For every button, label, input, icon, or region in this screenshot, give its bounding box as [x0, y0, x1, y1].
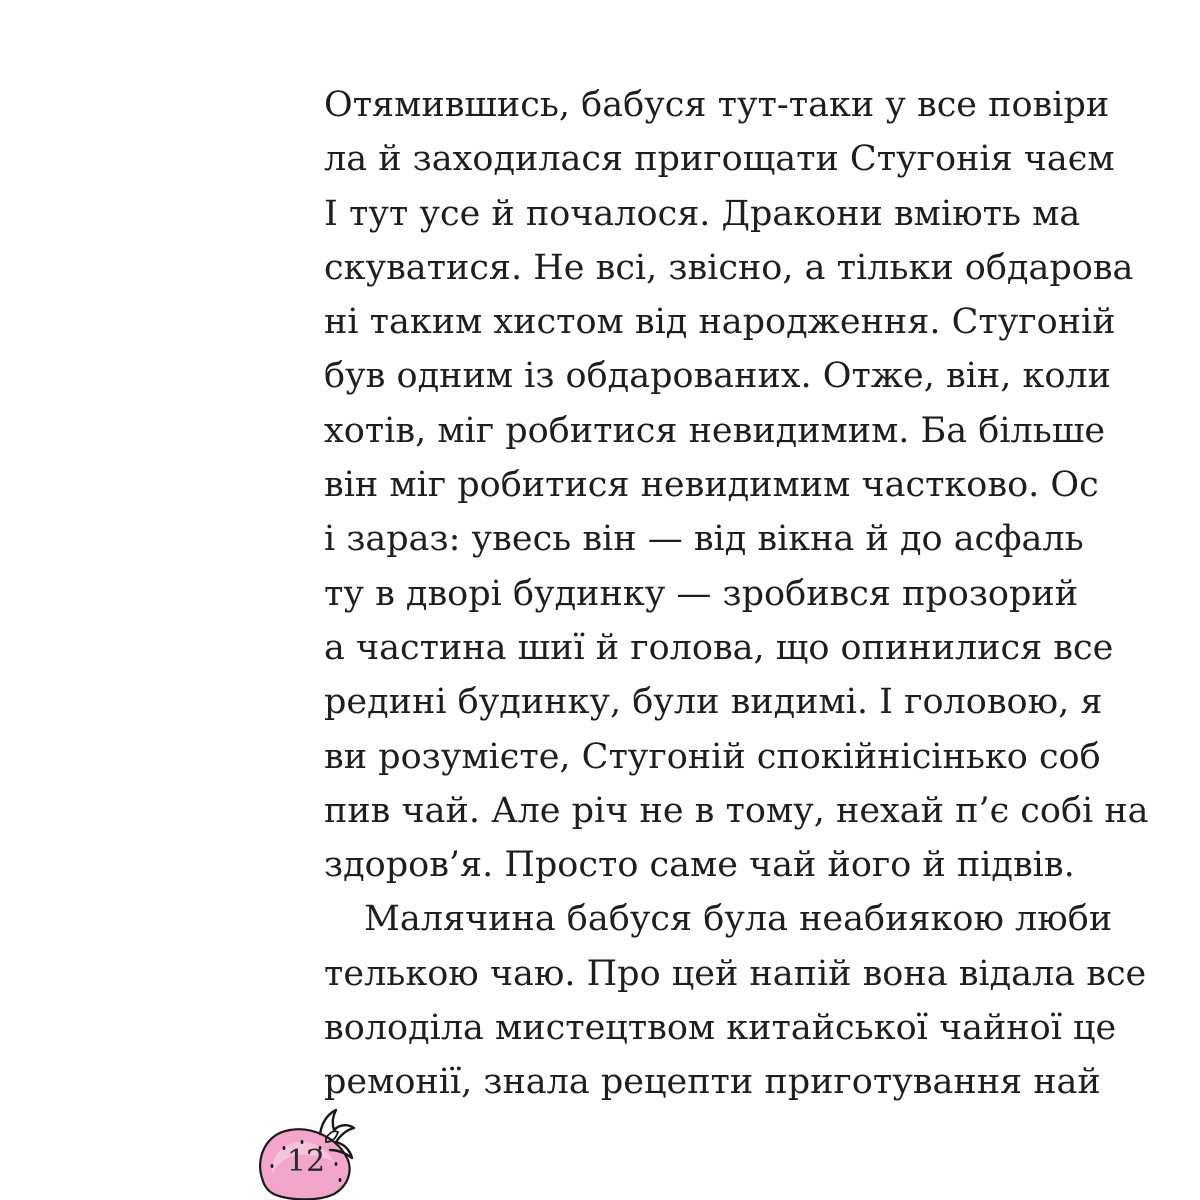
- text-line: І тут усе й почалося. Дракони вміють ма: [324, 193, 1081, 234]
- text-line: ла й заходилася пригощати Стугонія чаєм: [324, 139, 1115, 180]
- page-number-badge: [250, 1108, 360, 1200]
- text-line: телькою чаю. Про цей напій вона відала все: [324, 953, 1147, 994]
- text-line: і зараз: увесь він — від вікна й до асфаль: [324, 519, 1084, 560]
- text-line: здоров’я. Просто саме чай його й підвів.: [324, 845, 1075, 886]
- text-line: пив чай. Але річ не в тому, нехай п’є собі на: [324, 790, 1149, 831]
- paragraph-start-line: Малячина бабуся була неабиякою люби: [364, 899, 1113, 940]
- text-line: Отямившись, бабуся тут-таки у все повіри: [324, 85, 1110, 125]
- text-line: був одним із обдарованих. Отже, він, коли: [324, 356, 1111, 397]
- text-line: він міг робитися невидимим частково. Ос: [324, 465, 1099, 506]
- text-line: ремонії, знала рецепти приготування най: [324, 1062, 1101, 1103]
- text-line: редині будинку, були видимі. І головою, я: [324, 682, 1103, 723]
- body-text: [324, 78, 1200, 1110]
- text-line: хотів, міг робитися невидимим. Ба більше: [324, 410, 1106, 451]
- text-line: володіла мистецтвом китайської чайної це: [324, 1008, 1117, 1049]
- text-line: ту в дворі будинку — зробився прозорий: [324, 573, 1079, 614]
- text-line: ні таким хистом від народження. Стугоній: [324, 302, 1116, 343]
- text-line: скуватися. Не всі, звісно, а тільки обдарова: [324, 247, 1134, 288]
- text-line: а частина шиї й голова, що опинилися все: [324, 627, 1114, 668]
- page-number: 12: [286, 1144, 326, 1179]
- text-line: ви розумієте, Стугоній спокійнісінько соб: [324, 736, 1101, 777]
